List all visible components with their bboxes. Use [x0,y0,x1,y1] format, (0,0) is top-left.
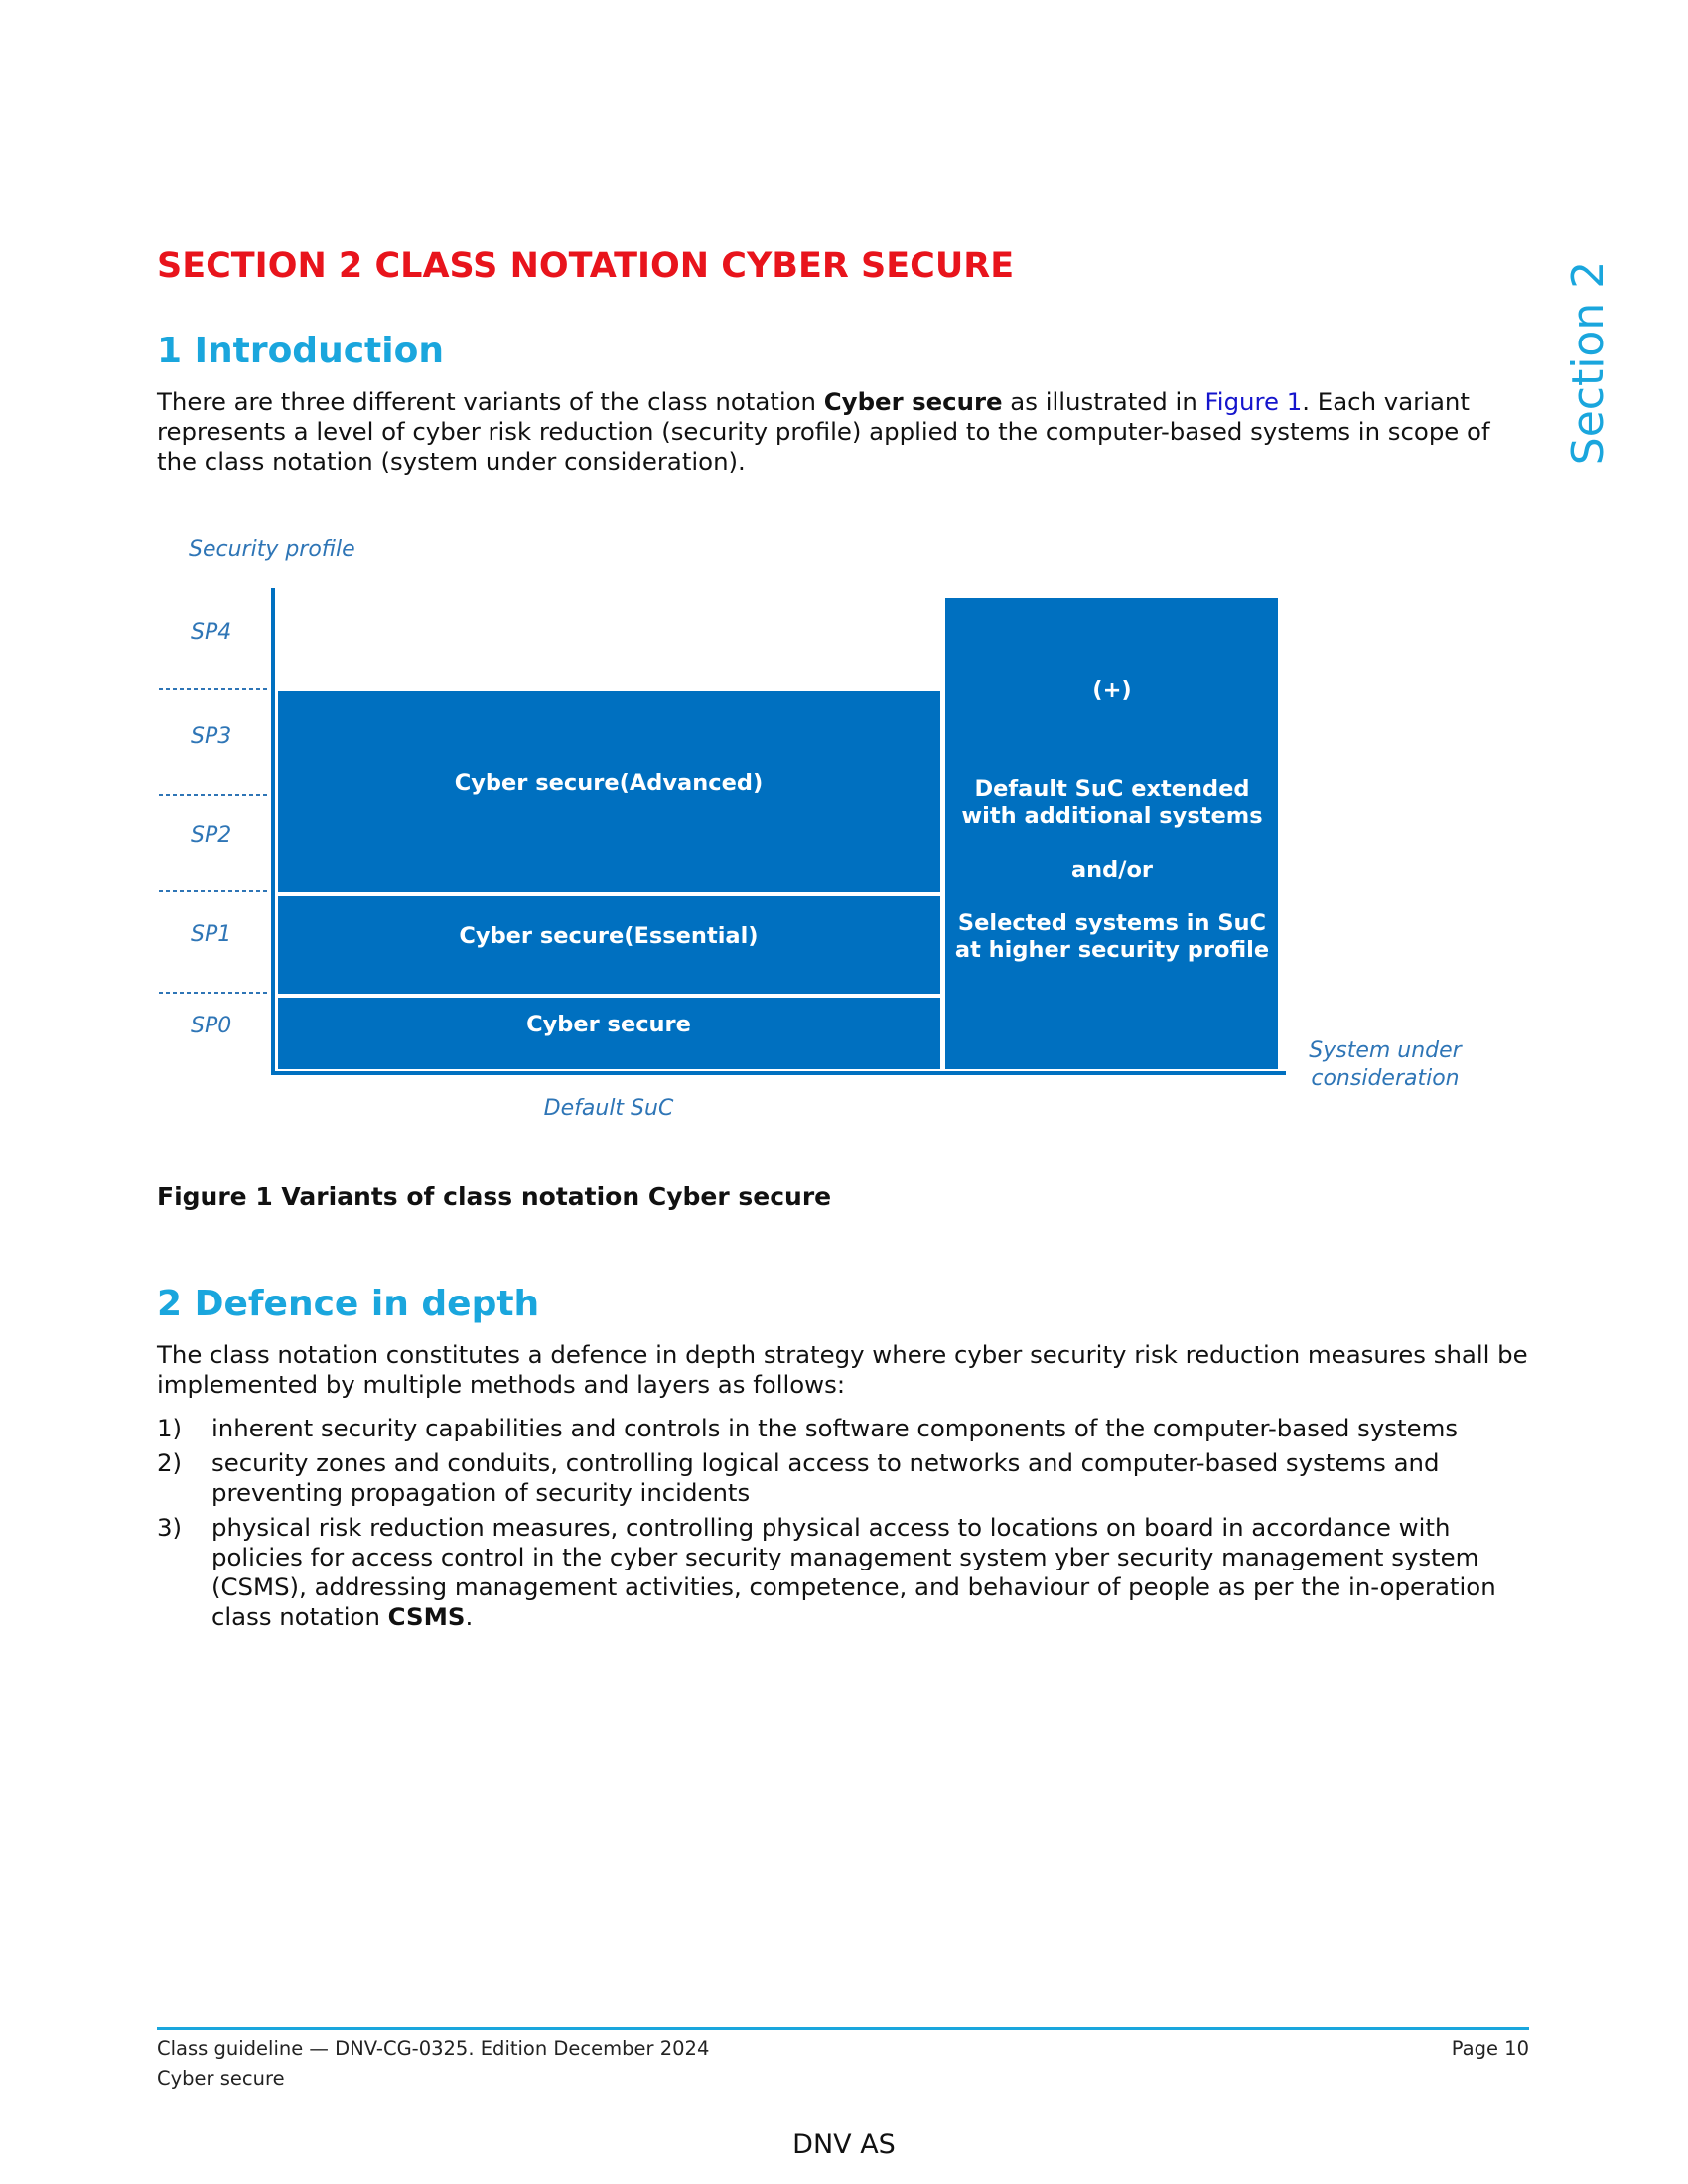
introduction-paragraph [157,387,1537,477]
footer-rule [157,2027,1529,2030]
list-item-3 [157,1513,1547,1632]
footer-company: DNV AS [792,2129,896,2160]
intro-text-2: as illustrated in [1002,387,1205,416]
label-extended-line-1: Default SuC extended [974,776,1250,802]
list-item-3-tail: . [465,1602,474,1631]
x-label-system-line-1: System under [1309,1038,1462,1063]
label-cyber-secure-essential: Cyber secure(Essential) [459,923,759,949]
figure-caption: Figure 1 Variants of class notation Cyber secure [157,1182,832,1211]
block-extended-suc [945,598,1278,1069]
intro-text-3: . Each variant represents a level of cyber risk reduction (security profile) applied to the computer-based systems in scope of the class notation (system under consideration). [157,387,1490,476]
list-item-1-text: inherent security capabilities and controls in the software components of the computer-based systems [211,1414,1459,1442]
list-item-3-text [211,1513,1547,1632]
list-item-1-number: 1) [157,1414,183,1442]
defence-intro-paragraph: The class notation constitutes a defence in depth strategy where cyber security risk reduction measures shall be implemented by multiple methods and layers as follows: [157,1340,1528,1399]
list-item-2-text: security zones and conduits, controlling logical access to networks and computer-based systems and preventing propagation of security incidents [211,1448,1440,1507]
intro-text-1: There are three different variants of the class notation [157,387,824,416]
footer-page-number: Page 10 [1451,2037,1529,2060]
footer-guideline: Class guideline — DNV-CG-0325. Edition December 2024 [157,2037,710,2060]
label-extended-line-2: with additional systems [961,803,1263,829]
list-item-2-number: 2) [157,1448,183,1477]
introduction-heading: 1 Introduction [157,331,444,371]
level-label-sp3: SP3 [191,724,232,749]
section-title: SECTION 2 CLASS NOTATION CYBER SECURE [157,246,1015,286]
security-profile-axis-label: Security profile [189,537,355,562]
x-label-system-line-2: consideration [1311,1066,1460,1091]
label-plus: (+) [1092,677,1132,703]
label-selected-line-1: Selected systems in SuC [957,910,1267,936]
list-item-3-body: physical risk reduction measures, controlling physical access to locations on board in accordance with policies for access control in the cyber security management system yber security management system (CSMS), addressing management activities, competence, and behaviour of people as per the in-operation class notation [211,1513,1496,1631]
section-side-tab-label: Section 2 [1563,260,1615,465]
intro-bold-cyber-secure: Cyber secure [823,387,1003,416]
list-item-3-bold-csms: CSMS [387,1602,466,1631]
label-cyber-secure-advanced: Cyber secure(Advanced) [454,770,764,796]
list-item-2 [157,1448,1547,1508]
label-selected-line-2: at higher security profile [954,937,1270,963]
level-label-sp2: SP2 [191,823,232,848]
list-item-3-number: 3) [157,1513,183,1542]
defence-in-depth-heading: 2 Defence in depth [157,1284,540,1324]
level-label-sp0: SP0 [191,1014,232,1038]
level-label-sp4: SP4 [191,620,232,645]
figure-1-link[interactable]: Figure 1 [1204,387,1303,416]
x-label-default-suc: Default SuC [543,1096,674,1121]
section-side-tab [1564,253,1614,472]
class-notation-variants-diagram [149,526,1489,1142]
level-label-sp1: SP1 [191,922,232,947]
footer-document-title: Cyber secure [157,2067,285,2090]
label-cyber-secure: Cyber secure [526,1012,691,1037]
list-item-1 [157,1414,1547,1443]
label-and-or: and/or [1070,857,1154,883]
